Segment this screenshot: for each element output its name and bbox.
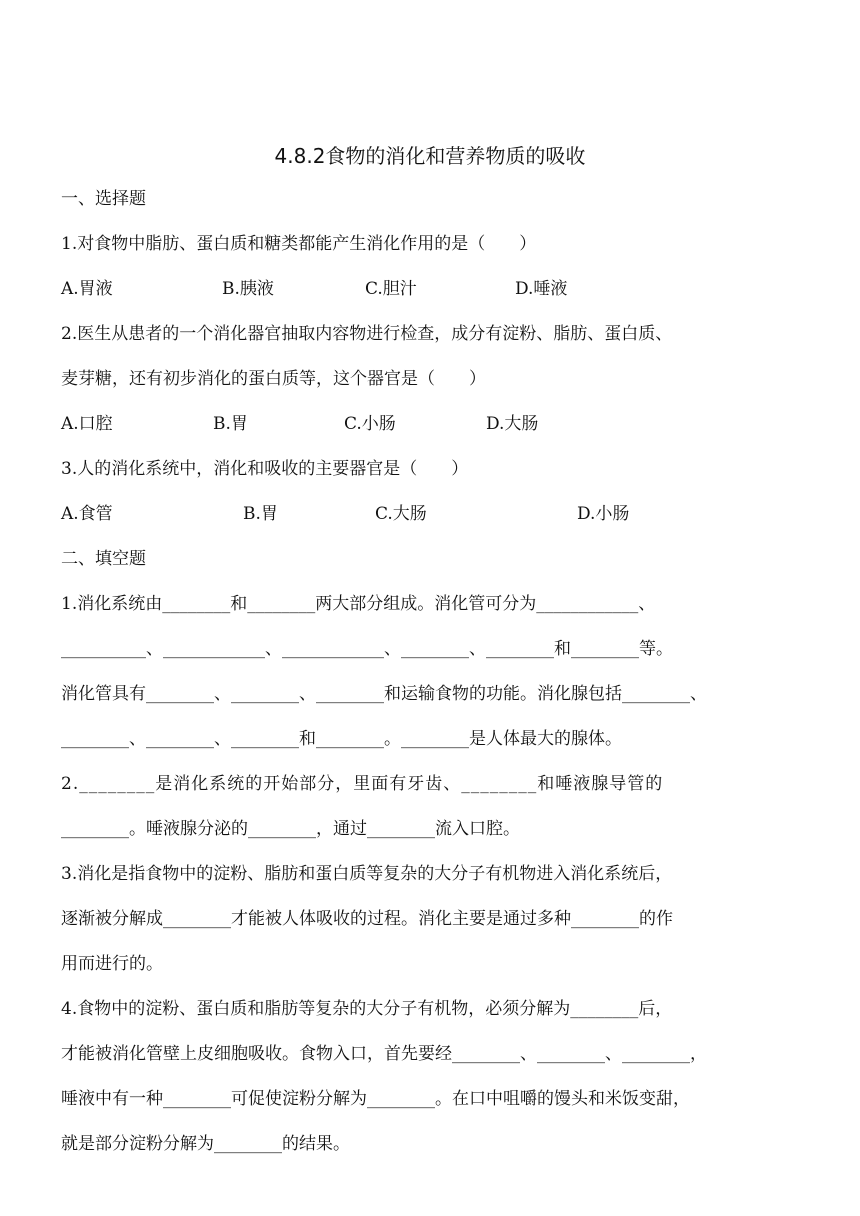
question-2-line-2: 麦芽糖，还有初步消化的蛋白质等，这个器官是（ ）: [61, 369, 486, 389]
q1-option-b: B.胰液: [222, 279, 274, 299]
question-3-stem: 3.人的消化系统中，消化和吸收的主要器官是（ ）: [61, 459, 469, 479]
q3-option-d: D.小肠: [577, 504, 630, 524]
fill-4-line-2: 才能被消化管壁上皮细胞吸收。食物入口，首先要经________、________、________，: [61, 1044, 707, 1064]
question-2-line-1: 2.医生从患者的一个消化器官抽取内容物进行检查，成分有淀粉、脂肪、蛋白质、: [61, 324, 673, 344]
q3-option-a: A.食管: [61, 504, 113, 524]
question-1-stem: 1.对食物中脂肪、蛋白质和糖类都能产生消化作用的是（ ）: [61, 234, 537, 254]
q2-option-b: B.胃: [213, 414, 248, 434]
fill-4-line-4: 就是部分淀粉分解为________的结果。: [61, 1134, 350, 1154]
q3-option-c: C.大肠: [375, 504, 427, 524]
q2-option-a: A.口腔: [61, 414, 113, 434]
fill-3-line-2: 逐渐被分解成________才能被人体吸收的过程。消化主要是通过多种________的作: [61, 909, 673, 929]
q1-option-d: D.唾液: [515, 279, 568, 299]
fill-1-line-4: ________、________、________和________。________是人体最大的腺体。: [61, 729, 622, 749]
q2-option-d: D.大肠: [486, 414, 539, 434]
fill-1-line-2: __________、____________、____________、________、________和________等。: [61, 639, 673, 659]
section-heading-choice: 一、选择题: [61, 189, 146, 209]
section-heading-fill: 二、填空题: [61, 549, 146, 569]
fill-2-line-2: ________。唾液腺分泌的________，通过________流入口腔。: [61, 819, 520, 839]
fill-2-line-1: 2.________是消化系统的开始部分，里面有牙齿、________和唾液腺导管的: [61, 774, 664, 794]
q1-option-c: C.胆汁: [365, 279, 417, 299]
q1-option-a: A.胃液: [61, 279, 113, 299]
q3-option-b: B.胃: [243, 504, 278, 524]
fill-1-line-1: 1.消化系统由________和________两大部分组成。消化管可分为____________、: [61, 594, 656, 614]
fill-4-line-3: 唾液中有一种________可促使淀粉分解为________。在口中咀嚼的馒头和米饭变甜，: [61, 1089, 690, 1109]
q2-option-c: C.小肠: [344, 414, 396, 434]
fill-3-line-1: 3.消化是指食物中的淀粉、脂肪和蛋白质等复杂的大分子有机物进入消化系统后，: [61, 864, 673, 884]
page-title: 4.8.2食物的消化和营养物质的吸收: [274, 144, 586, 168]
fill-1-line-3: 消化管具有________、________、________和运输食物的功能。消化腺包括________、: [61, 684, 707, 704]
fill-3-line-3: 用而进行的。: [61, 954, 163, 974]
fill-4-line-1: 4.食物中的淀粉、蛋白质和脂肪等复杂的大分子有机物，必须分解为________后，: [61, 999, 673, 1019]
